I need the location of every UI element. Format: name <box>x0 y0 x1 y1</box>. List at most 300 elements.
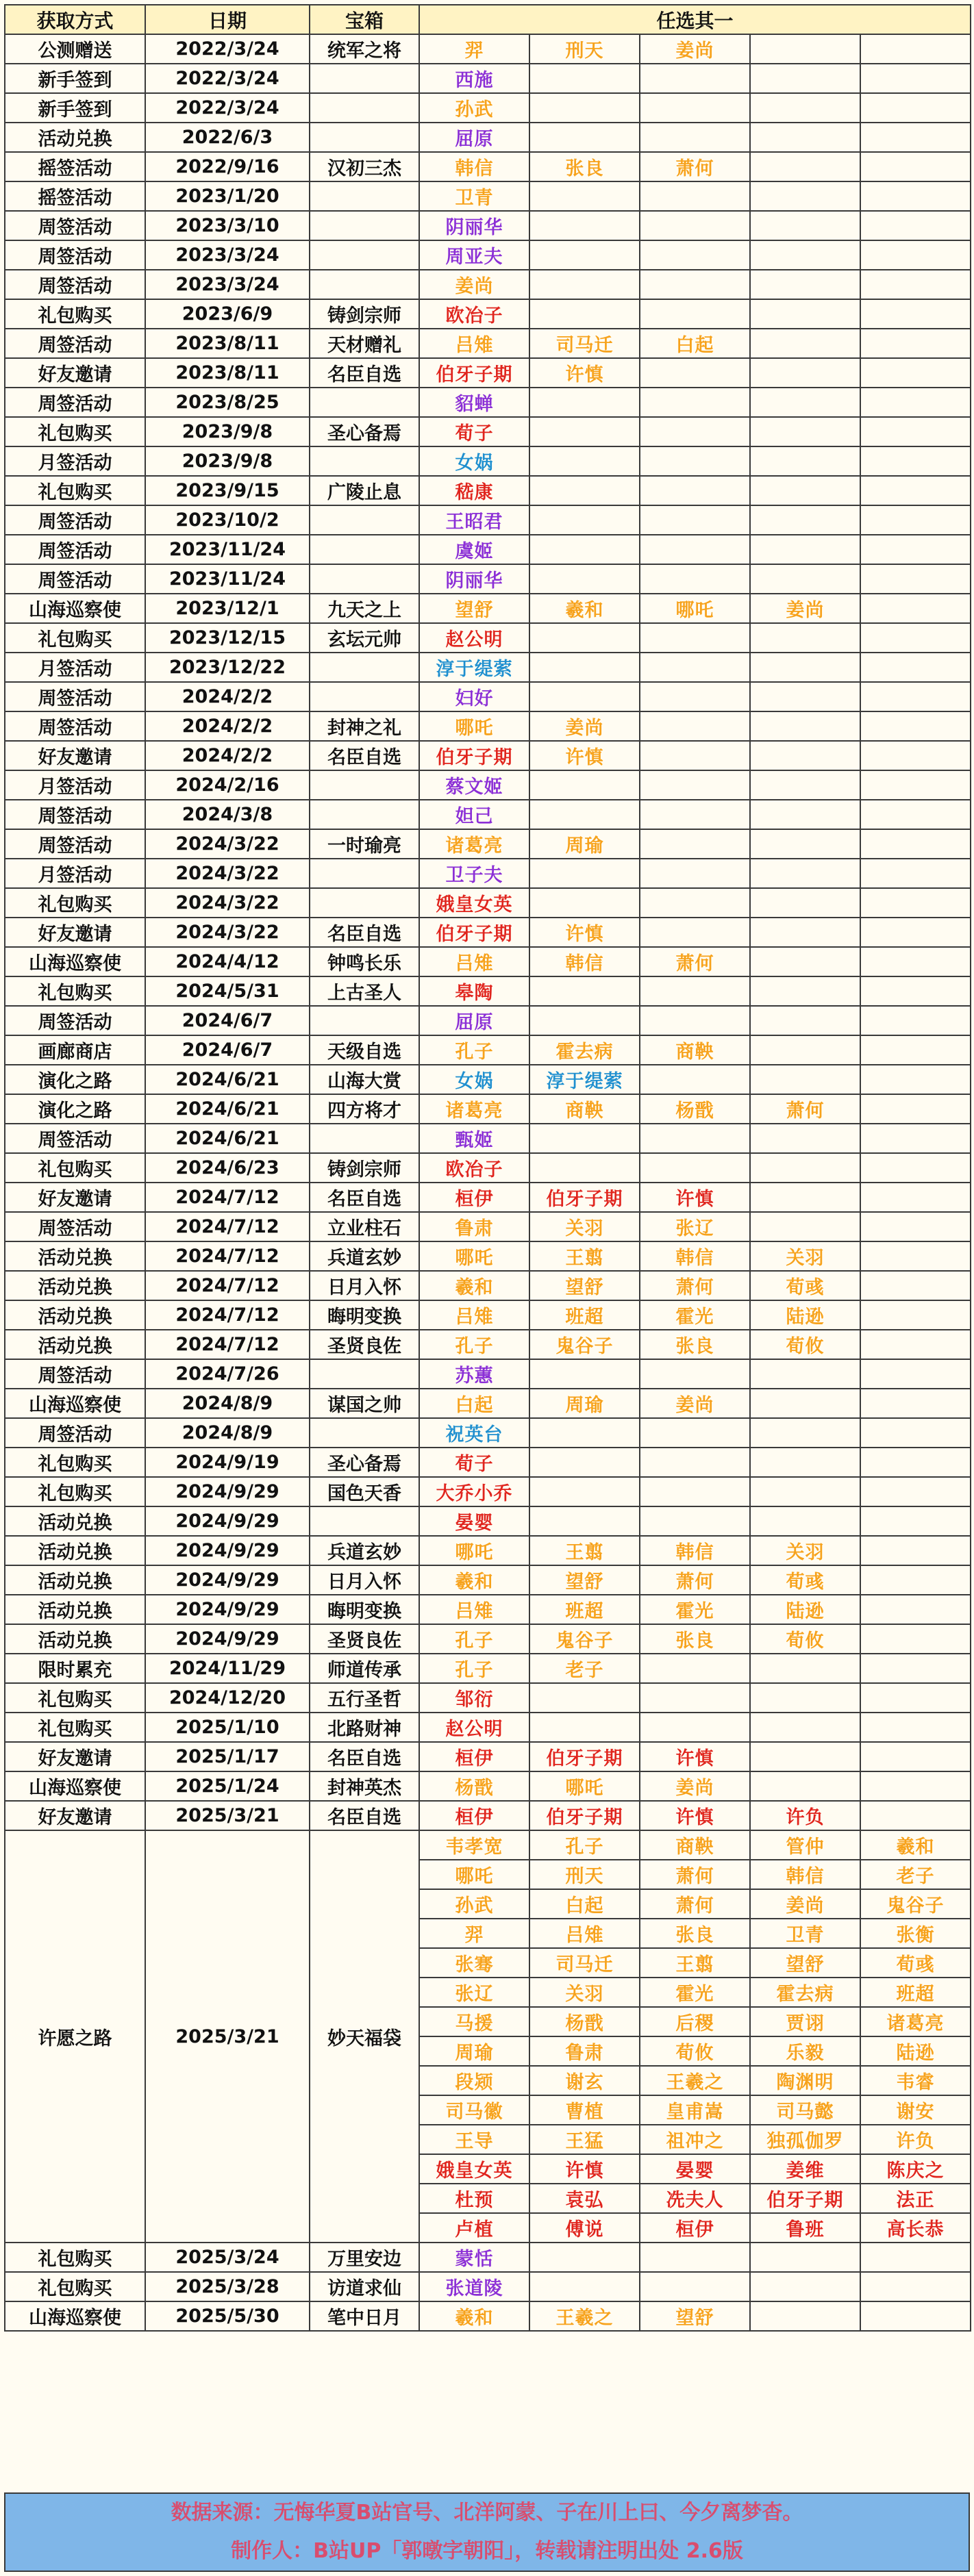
empty-cell <box>750 976 860 1006</box>
chest-cell: 圣贤良佐 <box>310 1624 419 1654</box>
table-row <box>5 976 971 1006</box>
character-cell: 冼夫人 <box>640 2184 750 2213</box>
empty-cell <box>640 535 750 564</box>
chest-cell <box>310 211 419 240</box>
character-cell: 陈庆之 <box>860 2154 971 2184</box>
character-cell: 后稷 <box>640 2007 750 2036</box>
empty-cell <box>529 1124 640 1153</box>
character-cell: 女娲 <box>419 1065 529 1094</box>
date-cell: 2023/6/9 <box>145 299 310 329</box>
empty-cell <box>750 417 860 446</box>
character-cell: 吕雉 <box>529 1919 640 1948</box>
character-cell: 法正 <box>860 2184 971 2213</box>
chest-cell: 日月入怀 <box>310 1271 419 1300</box>
chest-cell: 访道求仙 <box>310 2272 419 2301</box>
source-cell: 活动兑换 <box>5 1271 145 1300</box>
character-cell: 张衡 <box>860 1919 971 1948</box>
chest-cell: 笔中日月 <box>310 2301 419 2331</box>
empty-cell <box>750 770 860 800</box>
source-cell: 周签活动 <box>5 240 145 270</box>
character-cell: 白起 <box>419 1389 529 1418</box>
empty-cell <box>529 505 640 535</box>
date-cell: 2022/3/24 <box>145 93 310 123</box>
character-cell: 孙武 <box>419 1889 529 1919</box>
character-cell: 吕雉 <box>419 1595 529 1624</box>
character-cell: 陆逊 <box>860 2036 971 2066</box>
date-cell: 2024/6/21 <box>145 1065 310 1094</box>
date-cell: 2024/8/9 <box>145 1389 310 1418</box>
header-row <box>5 5 971 34</box>
source-cell: 山海巡察使 <box>5 1389 145 1418</box>
empty-cell <box>860 329 971 358</box>
chest-cell: 圣心备焉 <box>310 417 419 446</box>
source-cell: 许愿之路 <box>5 1830 145 2243</box>
empty-cell <box>750 1124 860 1153</box>
empty-cell <box>750 1065 860 1094</box>
empty-cell <box>860 623 971 653</box>
table-row <box>5 417 971 446</box>
chest-cell: 铸剑宗师 <box>310 299 419 329</box>
empty-cell <box>529 446 640 476</box>
date-cell: 2024/7/12 <box>145 1212 310 1241</box>
source-cell: 周签活动 <box>5 1124 145 1153</box>
date-cell: 2025/3/28 <box>145 2272 310 2301</box>
character-cell: 大乔小乔 <box>419 1477 529 1506</box>
date-cell: 2024/7/12 <box>145 1330 310 1359</box>
source-cell: 礼包购买 <box>5 2243 145 2272</box>
empty-cell <box>860 1330 971 1359</box>
table-row <box>5 770 971 800</box>
chest-cell: 封神英杰 <box>310 1771 419 1801</box>
empty-cell <box>750 918 860 947</box>
character-cell: 刑天 <box>529 34 640 64</box>
empty-cell <box>640 1448 750 1477</box>
source-cell: 礼包购买 <box>5 476 145 505</box>
date-cell: 2024/6/7 <box>145 1035 310 1065</box>
empty-cell <box>640 1506 750 1536</box>
empty-cell <box>750 1506 860 1536</box>
character-cell: 阴丽华 <box>419 564 529 594</box>
empty-cell <box>529 388 640 417</box>
table-row <box>5 2272 971 2301</box>
chest-cell: 铸剑宗师 <box>310 1153 419 1183</box>
empty-cell <box>750 1683 860 1713</box>
character-cell: 韦睿 <box>860 2066 971 2095</box>
date-cell: 2024/9/29 <box>145 1506 310 1536</box>
character-cell: 伯牙子期 <box>750 2184 860 2213</box>
chest-cell: 晦明变换 <box>310 1595 419 1624</box>
table-row <box>5 1300 971 1330</box>
empty-cell <box>860 800 971 829</box>
character-cell: 欧冶子 <box>419 299 529 329</box>
source-cell: 好友邀请 <box>5 358 145 388</box>
date-cell: 2023/11/24 <box>145 564 310 594</box>
empty-cell <box>860 1448 971 1477</box>
empty-cell <box>640 505 750 535</box>
character-cell: 姜维 <box>750 2154 860 2184</box>
date-cell: 2024/6/21 <box>145 1094 310 1124</box>
table-row <box>5 888 971 918</box>
character-cell: 吕雉 <box>419 329 529 358</box>
date-cell: 2024/7/12 <box>145 1183 310 1212</box>
empty-cell <box>860 181 971 211</box>
character-cell: 白起 <box>640 329 750 358</box>
empty-cell <box>640 64 750 93</box>
character-cell: 孔子 <box>419 1624 529 1654</box>
character-cell: 班超 <box>529 1300 640 1330</box>
date-cell: 2024/2/2 <box>145 682 310 711</box>
character-cell: 羲和 <box>419 1271 529 1300</box>
character-cell: 伯牙子期 <box>419 741 529 770</box>
character-cell: 萧何 <box>640 1889 750 1919</box>
character-cell: 伯牙子期 <box>529 1183 640 1212</box>
empty-cell <box>860 1006 971 1035</box>
date-cell: 2024/4/12 <box>145 947 310 976</box>
source-cell: 摇签活动 <box>5 152 145 181</box>
character-cell: 孙武 <box>419 93 529 123</box>
character-cell: 哪吒 <box>640 594 750 623</box>
character-cell: 张良 <box>640 1624 750 1654</box>
source-cell: 山海巡察使 <box>5 1771 145 1801</box>
character-cell: 关羽 <box>750 1241 860 1271</box>
table-row <box>5 299 971 329</box>
character-cell: 虞姬 <box>419 535 529 564</box>
source-cell: 周签活动 <box>5 270 145 299</box>
date-cell: 2024/7/12 <box>145 1241 310 1271</box>
empty-cell <box>640 446 750 476</box>
character-cell: 许慎 <box>529 358 640 388</box>
empty-cell <box>860 741 971 770</box>
date-cell: 2025/1/17 <box>145 1742 310 1771</box>
source-cell: 活动兑换 <box>5 1506 145 1536</box>
character-cell: 桓伊 <box>640 2213 750 2243</box>
character-cell: 哪吒 <box>529 1771 640 1801</box>
empty-cell <box>860 1506 971 1536</box>
character-cell: 孔子 <box>529 1830 640 1860</box>
empty-cell <box>860 682 971 711</box>
empty-cell <box>529 64 640 93</box>
empty-cell <box>860 1477 971 1506</box>
character-cell: 王猛 <box>529 2125 640 2154</box>
table-row <box>5 800 971 829</box>
source-cell: 好友邀请 <box>5 741 145 770</box>
empty-cell <box>640 181 750 211</box>
table-row <box>5 64 971 93</box>
chest-cell <box>310 888 419 918</box>
source-cell: 礼包购买 <box>5 1448 145 1477</box>
empty-cell <box>750 859 860 888</box>
character-cell: 王翦 <box>640 1948 750 1978</box>
empty-cell <box>529 1477 640 1506</box>
character-cell: 司马迁 <box>529 329 640 358</box>
date-cell: 2024/9/29 <box>145 1595 310 1624</box>
character-cell: 姜尚 <box>640 1771 750 1801</box>
empty-cell <box>860 1536 971 1565</box>
character-cell: 望舒 <box>529 1271 640 1300</box>
empty-cell <box>860 1801 971 1830</box>
empty-cell <box>860 1094 971 1124</box>
chest-cell: 国色天香 <box>310 1477 419 1506</box>
source-cell: 周签活动 <box>5 1418 145 1448</box>
character-cell: 哪吒 <box>419 711 529 741</box>
empty-cell <box>750 1418 860 1448</box>
empty-cell <box>860 2272 971 2301</box>
empty-cell <box>860 859 971 888</box>
character-cell: 周亚夫 <box>419 240 529 270</box>
empty-cell <box>860 1359 971 1389</box>
character-cell: 鲁肃 <box>529 2036 640 2066</box>
wish-row <box>5 1830 971 1860</box>
date-cell: 2023/3/10 <box>145 211 310 240</box>
empty-cell <box>529 682 640 711</box>
character-cell: 许负 <box>750 1801 860 1830</box>
empty-cell <box>640 270 750 299</box>
chest-cell <box>310 505 419 535</box>
character-cell: 韦孝宽 <box>419 1830 529 1860</box>
source-cell: 新手签到 <box>5 93 145 123</box>
character-cell: 韩信 <box>750 1860 860 1889</box>
table-row <box>5 1683 971 1713</box>
date-cell: 2024/7/26 <box>145 1359 310 1389</box>
source-cell: 周签活动 <box>5 1006 145 1035</box>
chest-cell: 立业柱石 <box>310 1212 419 1241</box>
empty-cell <box>860 1271 971 1300</box>
character-cell: 桓伊 <box>419 1183 529 1212</box>
chest-cell: 统军之将 <box>310 34 419 64</box>
empty-cell <box>750 1771 860 1801</box>
character-cell: 杨戬 <box>529 2007 640 2036</box>
empty-cell <box>750 564 860 594</box>
character-cell: 萧何 <box>750 1094 860 1124</box>
table-row <box>5 1418 971 1448</box>
character-cell: 王羲之 <box>640 2066 750 2095</box>
date-cell: 2022/9/16 <box>145 152 310 181</box>
source-cell: 礼包购买 <box>5 299 145 329</box>
empty-cell <box>860 299 971 329</box>
chest-cell: 圣贤良佐 <box>310 1330 419 1359</box>
character-cell: 韩信 <box>640 1241 750 1271</box>
character-cell: 杨戬 <box>419 1771 529 1801</box>
character-cell: 孔子 <box>419 1654 529 1683</box>
empty-cell <box>750 1477 860 1506</box>
header-chest: 宝箱 <box>310 5 419 34</box>
table-row <box>5 535 971 564</box>
character-cell: 谢玄 <box>529 2066 640 2095</box>
character-cell: 姜尚 <box>750 594 860 623</box>
empty-cell <box>750 1448 860 1477</box>
date-cell: 2024/3/22 <box>145 829 310 859</box>
chest-cell: 名臣自选 <box>310 358 419 388</box>
chest-cell <box>310 388 419 417</box>
character-cell: 祝英台 <box>419 1418 529 1448</box>
table-row <box>5 1624 971 1654</box>
source-cell: 月签活动 <box>5 859 145 888</box>
character-cell: 老子 <box>860 1860 971 1889</box>
table-row <box>5 1448 971 1477</box>
empty-cell <box>860 93 971 123</box>
character-cell: 陆逊 <box>750 1595 860 1624</box>
source-cell: 演化之路 <box>5 1094 145 1124</box>
header-source: 获取方式 <box>5 5 145 34</box>
empty-cell <box>640 1713 750 1742</box>
character-cell: 许慎 <box>529 2154 640 2184</box>
empty-cell <box>860 123 971 152</box>
chest-cell: 天材赠礼 <box>310 329 419 358</box>
empty-cell <box>860 1595 971 1624</box>
source-cell: 山海巡察使 <box>5 947 145 976</box>
chest-cell: 万里安边 <box>310 2243 419 2272</box>
character-cell: 高长恭 <box>860 2213 971 2243</box>
character-cell: 司马迁 <box>529 1948 640 1978</box>
character-cell: 霍光 <box>640 1300 750 1330</box>
date-cell: 2023/8/25 <box>145 388 310 417</box>
source-cell: 活动兑换 <box>5 1241 145 1271</box>
table-row <box>5 918 971 947</box>
character-cell: 姜尚 <box>419 270 529 299</box>
empty-cell <box>750 711 860 741</box>
empty-cell <box>750 741 860 770</box>
source-cell: 礼包购买 <box>5 623 145 653</box>
empty-cell <box>640 829 750 859</box>
table-row <box>5 564 971 594</box>
source-cell: 月签活动 <box>5 770 145 800</box>
table-row <box>5 240 971 270</box>
empty-cell <box>860 240 971 270</box>
character-cell: 张辽 <box>419 1978 529 2007</box>
table-body <box>5 34 971 2331</box>
header-date: 日期 <box>145 5 310 34</box>
source-cell: 周签活动 <box>5 535 145 564</box>
source-cell: 好友邀请 <box>5 918 145 947</box>
chest-cell <box>310 123 419 152</box>
character-cell: 羲和 <box>419 1565 529 1595</box>
character-cell: 诸葛亮 <box>419 829 529 859</box>
chest-cell: 封神之礼 <box>310 711 419 741</box>
empty-cell <box>529 888 640 918</box>
character-cell: 荀彧 <box>860 1948 971 1978</box>
date-cell: 2025/5/30 <box>145 2301 310 2331</box>
empty-cell <box>750 1006 860 1035</box>
empty-cell <box>750 240 860 270</box>
table-row <box>5 859 971 888</box>
source-cell: 好友邀请 <box>5 1801 145 1830</box>
table-row <box>5 446 971 476</box>
footer-author-line: 制作人：B站UP「郭暾字朝阳」，转载请注明出处 2.6版 <box>231 2539 743 2563</box>
chest-cell: 广陵止息 <box>310 476 419 505</box>
table-row <box>5 623 971 653</box>
character-cell: 卫青 <box>750 1919 860 1948</box>
character-cell: 姜尚 <box>750 1889 860 1919</box>
table-row <box>5 1183 971 1212</box>
date-cell: 2024/6/21 <box>145 1124 310 1153</box>
empty-cell <box>529 181 640 211</box>
character-cell: 商鞅 <box>640 1830 750 1860</box>
date-cell: 2023/3/24 <box>145 240 310 270</box>
table-row <box>5 741 971 770</box>
date-cell: 2024/9/29 <box>145 1477 310 1506</box>
table-row <box>5 1742 971 1771</box>
character-cell: 刑天 <box>529 1860 640 1889</box>
character-cell: 妇好 <box>419 682 529 711</box>
chest-cell <box>310 270 419 299</box>
character-cell: 娥皇女英 <box>419 888 529 918</box>
chest-cell <box>310 446 419 476</box>
character-cell: 杜预 <box>419 2184 529 2213</box>
character-cell: 蔡文姬 <box>419 770 529 800</box>
empty-cell <box>860 653 971 682</box>
character-cell: 鬼谷子 <box>529 1330 640 1359</box>
chest-cell <box>310 535 419 564</box>
date-cell: 2024/2/2 <box>145 711 310 741</box>
empty-cell <box>860 2301 971 2331</box>
date-cell: 2024/5/31 <box>145 976 310 1006</box>
character-cell: 卢植 <box>419 2213 529 2243</box>
table-row <box>5 123 971 152</box>
date-cell: 2024/12/20 <box>145 1683 310 1713</box>
chest-cell: 名臣自选 <box>310 741 419 770</box>
character-cell: 羲和 <box>860 1830 971 1860</box>
empty-cell <box>860 535 971 564</box>
character-cell: 吕雉 <box>419 947 529 976</box>
empty-cell <box>750 270 860 299</box>
table-row <box>5 93 971 123</box>
chest-cell: 名臣自选 <box>310 1183 419 1212</box>
empty-cell <box>750 947 860 976</box>
empty-cell <box>640 123 750 152</box>
source-cell: 新手签到 <box>5 64 145 93</box>
empty-cell <box>529 1359 640 1389</box>
empty-cell <box>860 1300 971 1330</box>
empty-cell <box>750 1742 860 1771</box>
character-cell: 桓伊 <box>419 1801 529 1830</box>
character-cell: 荀彧 <box>750 1565 860 1595</box>
character-cell: 韩信 <box>529 947 640 976</box>
chest-cell <box>310 859 419 888</box>
source-cell: 山海巡察使 <box>5 594 145 623</box>
character-cell: 伯牙子期 <box>419 918 529 947</box>
empty-cell <box>750 653 860 682</box>
chest-cell <box>310 564 419 594</box>
table-row <box>5 388 971 417</box>
character-cell: 孔子 <box>419 1330 529 1359</box>
empty-cell <box>529 1683 640 1713</box>
chest-cell <box>310 1006 419 1035</box>
character-cell: 管仲 <box>750 1830 860 1860</box>
character-cell: 桓伊 <box>419 1742 529 1771</box>
character-cell: 娥皇女英 <box>419 2154 529 2184</box>
character-cell: 赵公明 <box>419 1713 529 1742</box>
character-cell: 蒙恬 <box>419 2243 529 2272</box>
chest-cell <box>310 682 419 711</box>
table-row <box>5 947 971 976</box>
chest-cell: 钟鸣长乐 <box>310 947 419 976</box>
chest-cell: 兵道玄妙 <box>310 1241 419 1271</box>
empty-cell <box>860 1212 971 1241</box>
table-row <box>5 1330 971 1359</box>
empty-cell <box>640 1153 750 1183</box>
character-cell: 鬼谷子 <box>860 1889 971 1919</box>
empty-cell <box>750 2272 860 2301</box>
empty-cell <box>860 388 971 417</box>
character-cell: 伯牙子期 <box>529 1801 640 1830</box>
empty-cell <box>750 1654 860 1683</box>
character-cell: 伯牙子期 <box>529 1742 640 1771</box>
table-row <box>5 1713 971 1742</box>
character-cell: 鲁班 <box>750 2213 860 2243</box>
character-cell: 关羽 <box>750 1536 860 1565</box>
date-cell: 2024/2/2 <box>145 741 310 770</box>
empty-cell <box>750 535 860 564</box>
